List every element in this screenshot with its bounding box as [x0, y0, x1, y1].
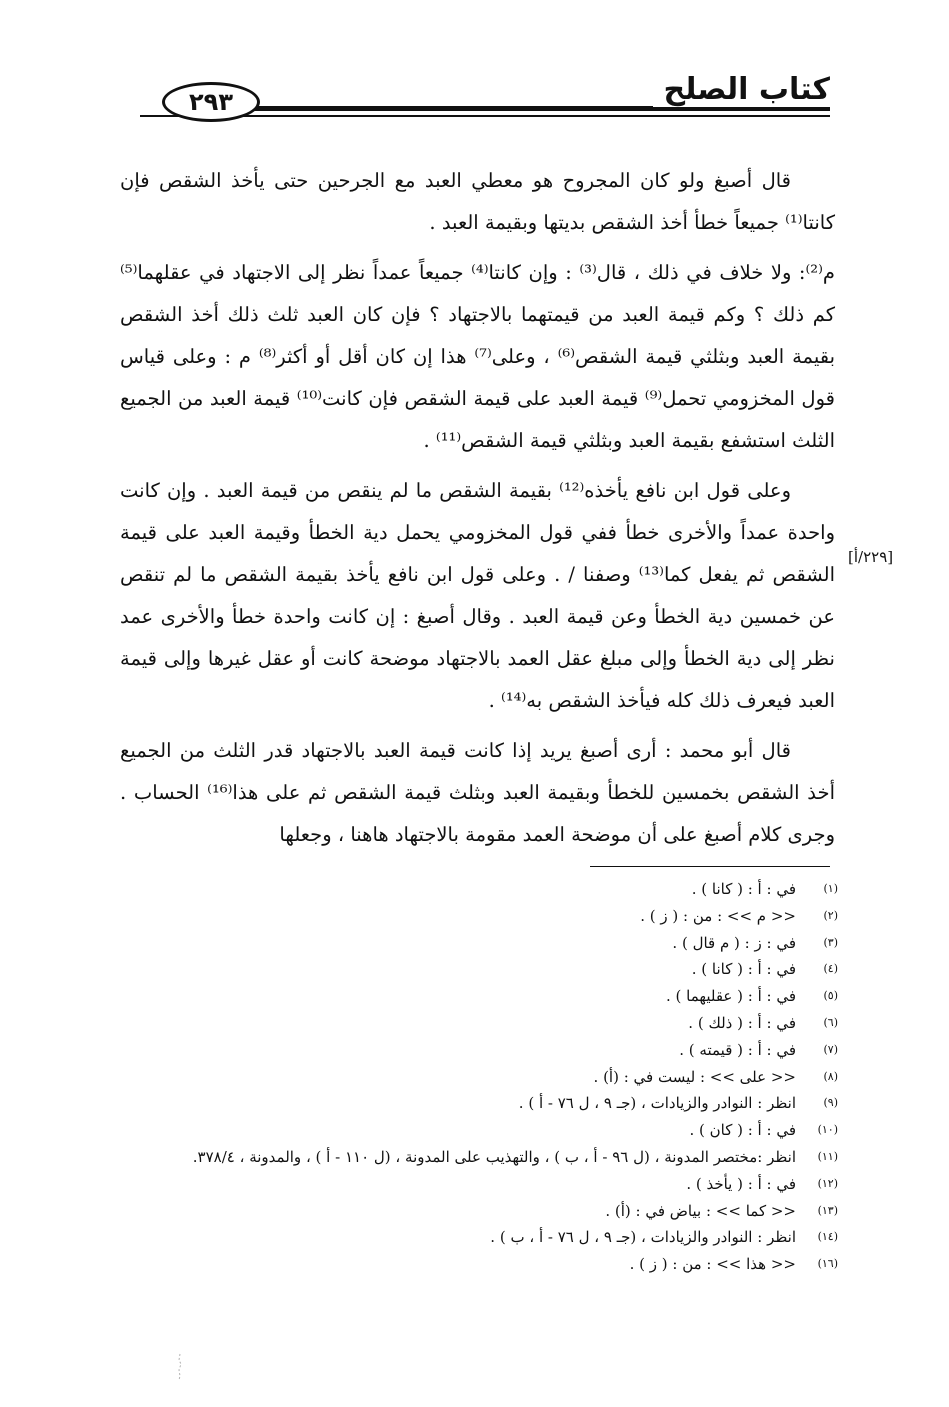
footnote-number: (١) — [823, 882, 838, 895]
footnote-number: (٥) — [823, 989, 838, 1003]
footnote-number: (٦) — [823, 1015, 838, 1029]
footnote-text: في : أ : ( كان ) . — [689, 1121, 796, 1140]
footnote-item — [120, 876, 838, 903]
footnote-number: (٣) — [823, 935, 838, 949]
footnote-number: (١١) — [817, 1149, 838, 1163]
paragraph-4: قال أبو محمد : أرى أصبغ يريد إذا كانت قيمة العبد بالاجتهاد قدر الثلث من الجميع أخذ الشقص بخمسين للخطأ وبقيمة العبد وبثلث قيمة الشقص ثم على هذا⁽¹⁶⁾ الحساب . وجرى كلام أصبغ على أن موضحة العمد مقومة بالاجتهاد هاهنا ، وجعلها — [120, 739, 835, 846]
footnote-number: (٨) — [823, 1069, 838, 1083]
main-text — [120, 160, 835, 856]
footnote-item — [120, 1010, 838, 1037]
footnote-item — [120, 1144, 838, 1171]
footnote-text: انظر : النوادر والزيادات ، (جـ ٩ ، ل ٧٦ - أ ) . — [518, 1094, 796, 1113]
footnote-item — [120, 903, 838, 930]
paragraph-2: م⁽²⁾: ولا خلاف في ذلك ، قال⁽³⁾ : وإن كانتا⁽⁴⁾ جميعاً عمداً نظر إلى الاجتهاد في عقلهما⁽⁵⁾ كم ذلك ؟ وكم قيمة العبد من قيمتهما بالاجتهاد ؟ فإن كان العبد ثلث ذلك أخذ الشقص بقيمة العبد وبثلثي قيمة الشقص⁽⁶⁾ ، وعلى⁽⁷⁾ هذا إن كان أقل أو أكثر⁽⁸⁾ م : وعلى قياس قول المخزومي تحمل⁽⁹⁾ قيمة العبد على قيمة الشقص فإن كانت⁽¹⁰⁾ قيمة العبد من الجميع الثلث استشفع بقيمة العبد وبثلثي قيمة الشقص⁽¹¹⁾ . — [120, 261, 836, 452]
footnote-number: (١٤) — [817, 1230, 838, 1244]
footnote-text: انظر : النوادر والزيادات ، (جـ ٩ ، ل ٧٦ - أ ، ب ) . — [490, 1228, 796, 1247]
footnote-item — [120, 930, 838, 957]
footnote-item — [120, 1064, 838, 1091]
manuscript-folio-note: [٢٢٩/أ] — [848, 548, 894, 566]
footnote-number: (٤) — [823, 962, 838, 976]
footnote-text: في : أ : ( عقليهما ) . — [666, 987, 796, 1006]
footnote-item — [120, 1090, 838, 1117]
footnote-text: في : أ : ( كانا ) . — [691, 880, 796, 898]
footnote-text: << على >> : ليست في : (أ) . — [593, 1067, 796, 1086]
footnote-item — [120, 1171, 838, 1198]
footnote-number: (٧) — [823, 1042, 838, 1056]
footnote-number: (١٠) — [817, 1123, 838, 1137]
footnote-item — [120, 1251, 838, 1278]
scan-mark — [170, 1352, 190, 1382]
footnote-text: انظر :مختصر المدونة ، (ل ٩٦ - أ ، ب ) ، والتهذيب على المدونة ، (ل ١١٠ - أ ) ، والمدونة ، ٣٧٨/٤. — [192, 1147, 796, 1166]
footnote-text: في : ز : ( م قال ) . — [672, 933, 796, 952]
footnote-text: << هذا >> : من : ( ز ) . — [629, 1255, 796, 1274]
paragraph-3: وعلى قول ابن نافع يأخذه⁽¹²⁾ بقيمة الشقص ما لم ينقص من قيمة العبد . وإن كانت واحدة عمداً والأخرى خطأ ففي قول المخزومي يحمل دية الخطأ وقيمة العبد على قيمة الشقص ثم يفعل كما⁽¹³⁾ وصفنا / . وعلى قول ابن نافع يأخذ بقيمة الشقص ما لم تنقص عن خمسين دية الخطأ وعن قيمة العبد . وقال أصبغ : إن كانت واحدة خطأ والأخرى عمد نظر إلى دية الخطأ وإلى مبلغ عقل العمد بالاجتهاد موضحة كانت أو عقل غيرها وإلى قيمة العبد فيعرف ذلك كله فيأخذ الشقص به⁽¹⁴⁾ . — [120, 479, 836, 712]
footnote-number: (١٢) — [817, 1176, 838, 1190]
footnote-number: (١٣) — [817, 1203, 838, 1217]
footnote-text: في : أ : ( يأخذ ) . — [686, 1174, 796, 1193]
footnote-text: << كما >> : بياض في : (أ) . — [605, 1201, 796, 1220]
footnote-text: << م >> : من : ( ز ) . — [640, 906, 796, 925]
footnote-number: (٩) — [823, 1096, 838, 1110]
footnote-text: في : أ : ( قيمته ) . — [679, 1040, 796, 1059]
footnote-item — [120, 1198, 838, 1225]
page-number-badge: ٢٩٣ — [162, 82, 260, 122]
footnote-item — [120, 956, 838, 983]
footnotes-list — [120, 876, 838, 1278]
page-header — [140, 72, 830, 124]
footnote-item — [120, 1224, 838, 1251]
footnote-item — [120, 983, 838, 1010]
footnote-number: (١٦) — [817, 1257, 838, 1271]
paragraph-1: قال أصبغ ولو كان المجروح هو معطي العبد مع الجرحين حتى يأخذ الشقص فإن كانتا⁽¹⁾ جميعاً خطأ أخذ الشقص بديتها وبقيمة العبد . — [120, 169, 835, 234]
footnote-text: في : أ : ( كانا ) . — [691, 960, 796, 979]
footnote-item — [120, 1117, 838, 1144]
chapter-title: كتاب الصلح — [653, 72, 830, 107]
footnote-text: في : أ : ( ذلك ) . — [688, 1013, 796, 1032]
footnote-separator — [590, 866, 830, 867]
footnote-item — [120, 1037, 838, 1064]
footnote-number: (٢) — [823, 908, 838, 922]
